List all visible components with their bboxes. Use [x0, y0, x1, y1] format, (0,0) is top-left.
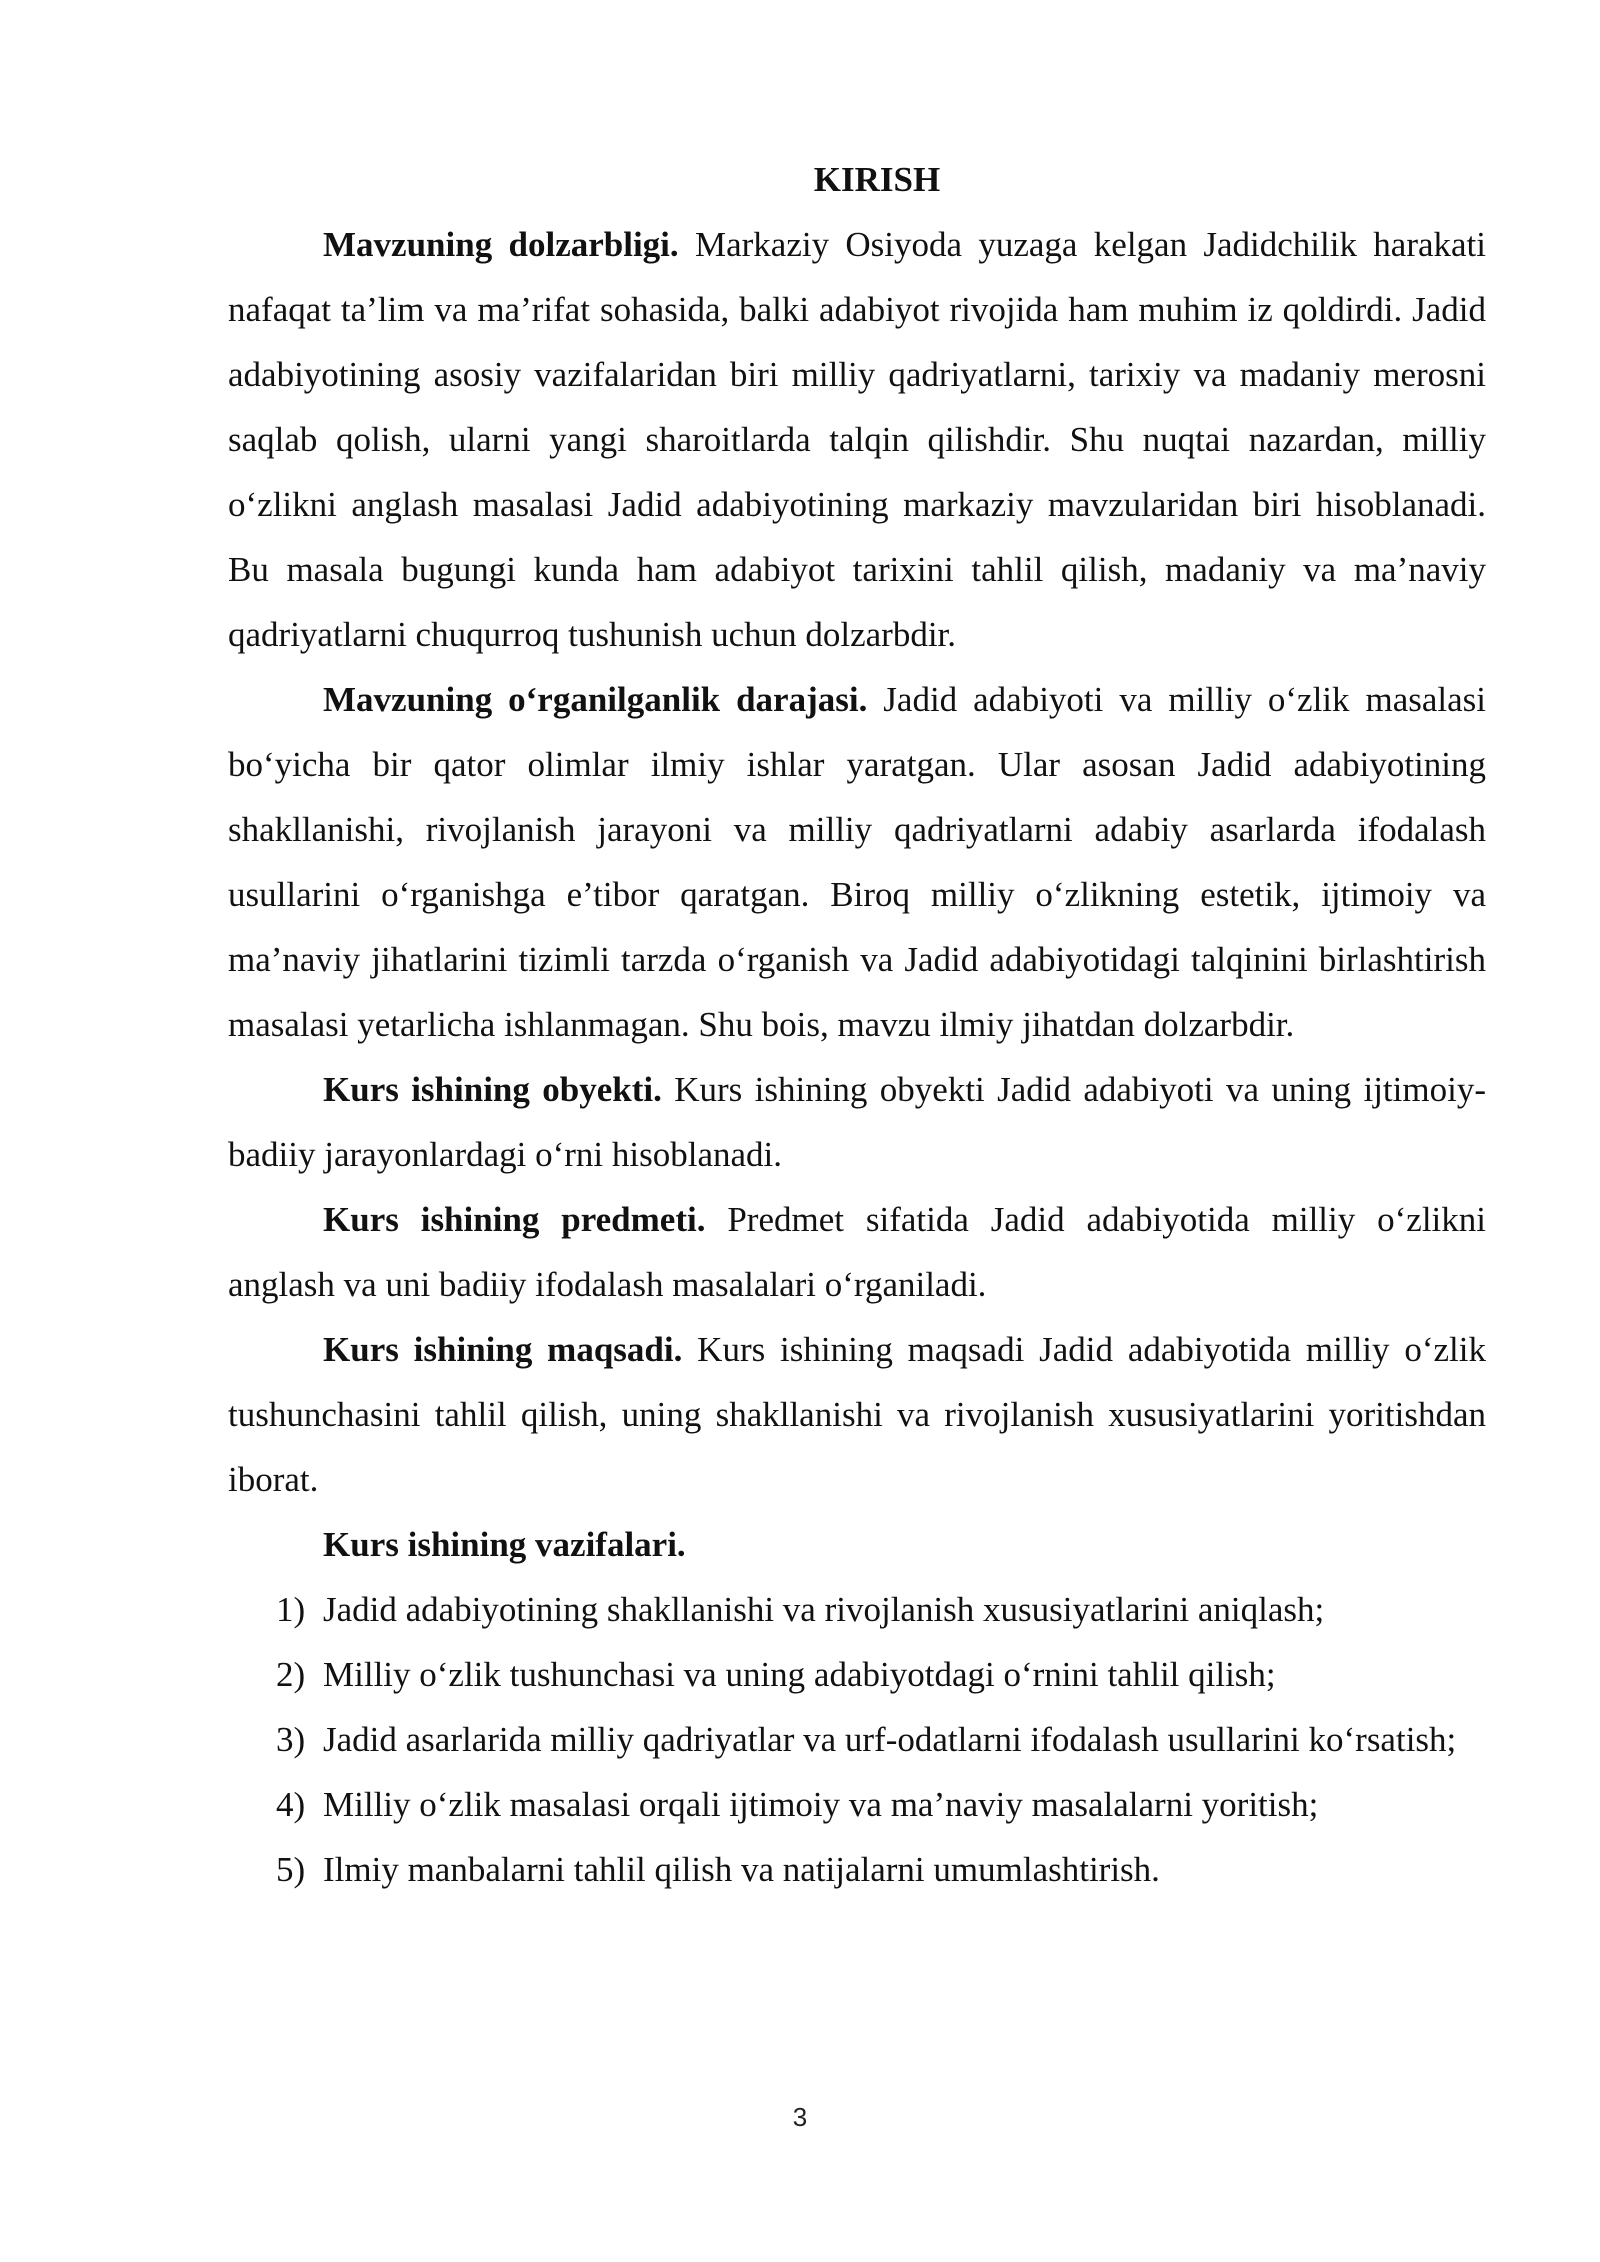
section-subject [228, 1187, 1486, 1317]
section-text: Kurs ishining obyekti Jadid adabiyoti va uning ijtimoiy-badiiy jarayonlardagi o‘rni hisoblanadi. [228, 1070, 1486, 1174]
list-item [228, 1772, 1486, 1837]
section-heading: Mavzuning dolzarbligi. [323, 225, 679, 264]
list-item-text: Ilmiy manbalarni tahlil qilish va natijalarni umumlashtirish. [323, 1850, 1160, 1889]
page-number: 3 [792, 2102, 808, 2132]
list-item-text: Jadid adabiyotining shakllanishi va rivojlanish xususiyatlarini aniqlash; [323, 1590, 1325, 1629]
list-item [228, 1577, 1486, 1642]
list-item-text: Jadid asarlarida milliy qadriyatlar va urf-odatlarni ifodalash usullarini ko‘rsatish; [323, 1720, 1457, 1759]
section-heading: Mavzuning o‘rganilganlik darajasi. [323, 680, 868, 719]
section-heading: Kurs ishining predmeti. [323, 1200, 706, 1239]
list-item [228, 1837, 1486, 1902]
tasks-heading: Kurs ishining vazifalari. [323, 1525, 686, 1564]
section-heading: Kurs ishining obyekti. [323, 1070, 662, 1109]
section-text: Kurs ishining maqsadi Jadid adabiyotida milliy o‘zlik tushunchasini tahlil qilish, uning shakllanishi va rivojlanish xususiyatlarini yoritishdan iborat. [228, 1330, 1486, 1499]
section-text: Markaziy Osiyoda yuzaga kelgan Jadidchilik harakati nafaqat ta’lim va ma’rifat sohasida, balki adabiyot rivojida ham muhim iz qoldirdi. Jadid adabiyotining asosiy vazifalaridan biri milliy qadriyatlarni, tarixiy va madaniy merosni saqlab qolish, ularni yangi sharoitlarda talqin qilishdir. Shu nuqtai nazardan, milliy o‘zlikni anglash masalasi Jadid adabiyotining markaziy mavzularidan biri hisoblanadi. Bu masala bugungi kunda ham adabiyot tarixini tahlil qilish, madaniy va ma’naviy qadriyatlarni chuqurroq tushunish uchun dolzarbdir. [228, 225, 1486, 654]
tasks-list [228, 1577, 1486, 1902]
list-item-number: 4) [276, 1785, 306, 1824]
section-heading: Kurs ishining maqsadi. [323, 1330, 683, 1369]
section-text: Jadid adabiyoti va milliy o‘zlik masalasi bo‘yicha bir qator olimlar ilmiy ishlar yaratgan. Ular asosan Jadid adabiyotining shakllanishi, rivojlanish jarayoni va milliy qadriyatlarni adabiy asarlarda ifodalash usullarini o‘rganishga e’tibor qaratgan. Biroq milliy o‘zlikning estetik, ijtimoiy va ma’naviy jihatlarini tizimli tarzda o‘rganish va Jadid adabiyotidagi talqinini birlashtirish masalasi yetarlicha ishlanmagan. Shu bois, mavzu ilmiy jihatdan dolzarbdir. [228, 680, 1487, 1044]
list-item-number: 1) [276, 1590, 306, 1629]
section-goal [228, 1317, 1486, 1512]
list-item [228, 1642, 1486, 1707]
page-title: KIRISH [813, 160, 941, 199]
list-item-number: 5) [276, 1850, 306, 1889]
section-object [228, 1057, 1486, 1187]
section-relevance [228, 212, 1486, 667]
list-item-text: Milliy o‘zlik tushunchasi va uning adabiyotdagi o‘rnini tahlil qilish; [323, 1655, 1276, 1694]
list-item-text: Milliy o‘zlik masalasi orqali ijtimoiy va ma’naviy masalalarni yoritish; [323, 1785, 1319, 1824]
page-content [228, 147, 1486, 1902]
list-item-number: 2) [276, 1655, 306, 1694]
list-item-number: 3) [276, 1720, 306, 1759]
list-item [228, 1707, 1486, 1772]
section-study-level [228, 667, 1486, 1057]
section-text: Predmet sifatida Jadid adabiyotida milliy o‘zlikni anglash va uni badiiy ifodalash masalalari o‘rganiladi. [228, 1200, 1486, 1304]
